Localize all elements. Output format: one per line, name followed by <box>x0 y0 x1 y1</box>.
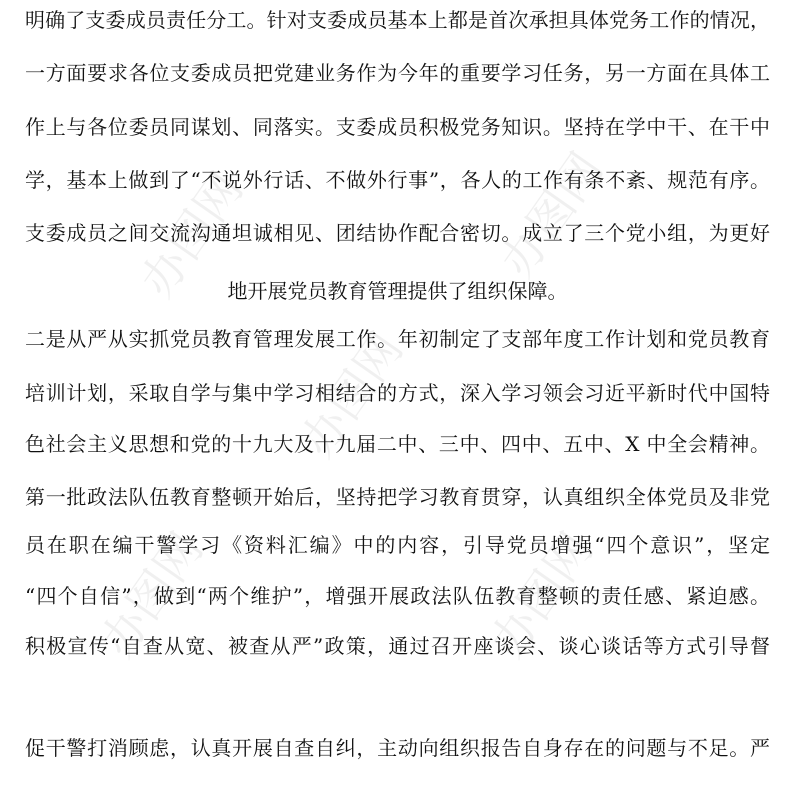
paragraph-line: 色社会主义思想和党的十九大及十九届二中、三中、四中、五中、X 中全会精神。 <box>25 432 770 456</box>
paragraph-line: 作上与各位委员同谋划、同落实。支委成员积极党务知识。坚持在学中干、在干中 <box>25 115 770 139</box>
paragraph-line: 促干警打消顾虑，认真开展自查自纠，主动向组织报告自身存在的问题与不足。严 <box>25 736 770 760</box>
watermark-text: 办图网 <box>289 322 414 467</box>
paragraph-line: 明确了支委成员责任分工。针对支委成员基本上都是首次承担具体党务工作的情况， <box>25 8 770 32</box>
paragraph-line: “四个自信”，做到“两个维护”，增强开展政法队伍教育整顿的责任感、紧迫感。 <box>25 584 770 608</box>
watermark-text: 办图网 <box>489 142 614 287</box>
paragraph-line: 支委成员之间交流沟通坦诚相见、团结协作配合密切。成立了三个党小组，为更好 <box>25 221 770 245</box>
watermark-text: 办图网 <box>479 522 604 667</box>
watermark-text: 办图网 <box>89 522 214 667</box>
paragraph-line: 积极宣传“自查从宽、被查从严”政策，通过召开座谈会、谈心谈话等方式引导督 <box>25 634 770 658</box>
paragraph-line: 学，基本上做到了“不说外行话、不做外行事”，各人的工作有条不紊、规范有序。 <box>25 168 770 192</box>
paragraph-line: 二是从严从实抓党员教育管理发展工作。年初制定了支部年度工作计划和党员教育 <box>25 327 770 351</box>
paragraph-line: 地开展党员教育管理提供了组织保障。 <box>227 279 568 303</box>
paragraph-line: 员在职在编干警学习《资料汇编》中的内容，引导党员增强“四个意识”，坚定 <box>25 533 770 557</box>
paragraph-line: 培训计划，采取自学与集中学习相结合的方式，深入学习领会习近平新时代中国特 <box>25 381 770 405</box>
watermark-text: 办图网 <box>129 162 254 307</box>
paragraph-line: 一方面要求各位支委成员把党建业务作为今年的重要学习任务，另一方面在具体工 <box>25 61 770 85</box>
paragraph-line: 第一批政法队伍教育整顿开始后，坚持把学习教育贯穿，认真组织全体党员及非党 <box>25 485 770 509</box>
